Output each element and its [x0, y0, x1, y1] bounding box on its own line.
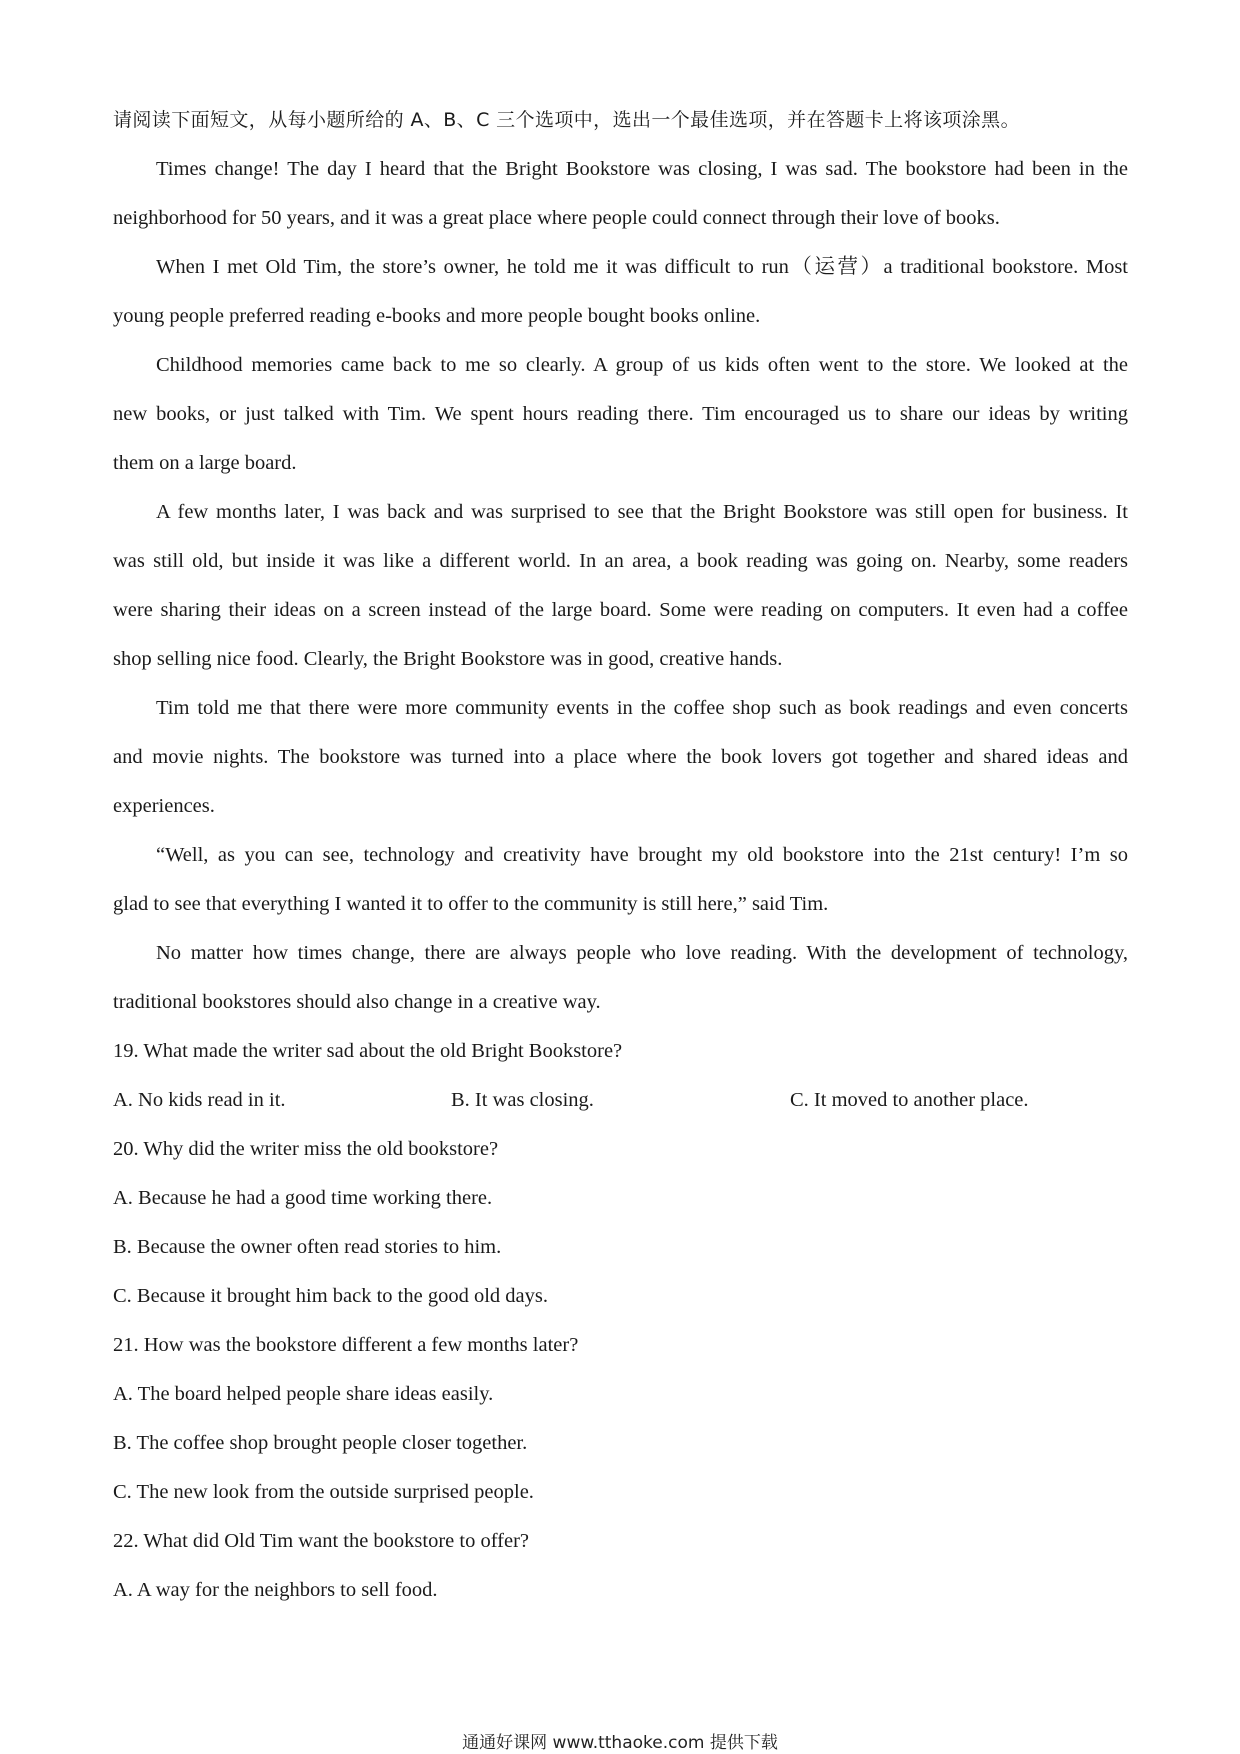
passage-line: Childhood memories came back to me so clearly. A group of us kids often went to the store. We looked at the	[156, 354, 1128, 376]
passage-line: Times change! The day I heard that the Bright Bookstore was closing, I was sad. The bookstore had been in the	[156, 158, 1128, 180]
passage-line: young people preferred reading e-books and more people bought books online.	[113, 305, 761, 327]
passage-line: shop selling nice food. Clearly, the Bright Bookstore was in good, creative hands.	[113, 648, 783, 670]
passage-line: No matter how times change, there are always people who love reading. With the development of technology,	[156, 942, 1128, 964]
passage-line: neighborhood for 50 years, and it was a great place where people could connect through their love of books.	[113, 207, 1000, 229]
question-stem: 19. What made the writer sad about the old Bright Bookstore?	[113, 1040, 623, 1062]
page-footer: 通通好课网 www.tthaoke.com 提供下载	[462, 1733, 778, 1753]
question-options-row	[113, 1076, 1128, 1125]
passage-line: experiences.	[113, 795, 215, 817]
passage-line: new books, or just talked with Tim. We spent hours reading there. Tim encouraged us to share our ideas by writing	[113, 403, 1128, 425]
passage-line: A few months later, I was back and was surprised to see that the Bright Bookstore was still open for business. It	[156, 501, 1128, 523]
option-a: A. The board helped people share ideas easily.	[113, 1383, 494, 1405]
passage-line: glad to see that everything I wanted it to offer to the community is still here,” said Tim.	[113, 893, 829, 915]
option-a: A. A way for the neighbors to sell food.	[113, 1579, 438, 1601]
option-c: C. The new look from the outside surprised people.	[113, 1481, 534, 1503]
option-b: B. Because the owner often read stories to him.	[113, 1236, 502, 1258]
option-b: B. The coffee shop brought people closer together.	[113, 1432, 528, 1454]
question-stem: 21. How was the bookstore different a few months later?	[113, 1334, 579, 1356]
passage-line: traditional bookstores should also change in a creative way.	[113, 991, 601, 1013]
question-stem: 22. What did Old Tim want the bookstore to offer?	[113, 1530, 530, 1552]
passage-line: them on a large board.	[113, 452, 297, 474]
passage-line: were sharing their ideas on a screen instead of the large board. Some were reading on computers. It even had a coffee	[113, 599, 1128, 621]
passage-line: When I met Old Tim, the store’s owner, he told me it was difficult to run（运营）a traditional bookstore. Most	[156, 256, 1128, 278]
option-a: A. Because he had a good time working there.	[113, 1187, 493, 1209]
question-stem: 20. Why did the writer miss the old bookstore?	[113, 1138, 499, 1160]
passage-line: and movie nights. The bookstore was turned into a place where the book lovers got together and shared ideas and	[113, 746, 1128, 768]
option-c: C. It moved to another place.	[790, 1089, 1029, 1111]
passage-line: Tim told me that there were more community events in the coffee shop such as book readings and even concerts	[156, 697, 1128, 719]
passage-line: was still old, but inside it was like a different world. In an area, a book reading was going on. Nearby, some readers	[113, 550, 1128, 572]
document-page	[113, 96, 1128, 1615]
passage-line: “Well, as you can see, technology and creativity have brought my old bookstore into the 21st century! I’m so	[156, 844, 1128, 866]
option-a: A. No kids read in it.	[113, 1089, 286, 1111]
instruction-text: 请阅读下面短文，从每小题所给的 A、B、C 三个选项中，选出一个最佳选项，并在答题卡上将该项涂黑。	[113, 109, 1020, 131]
option-b: B. It was closing.	[451, 1089, 594, 1111]
option-c: C. Because it brought him back to the good old days.	[113, 1285, 548, 1307]
